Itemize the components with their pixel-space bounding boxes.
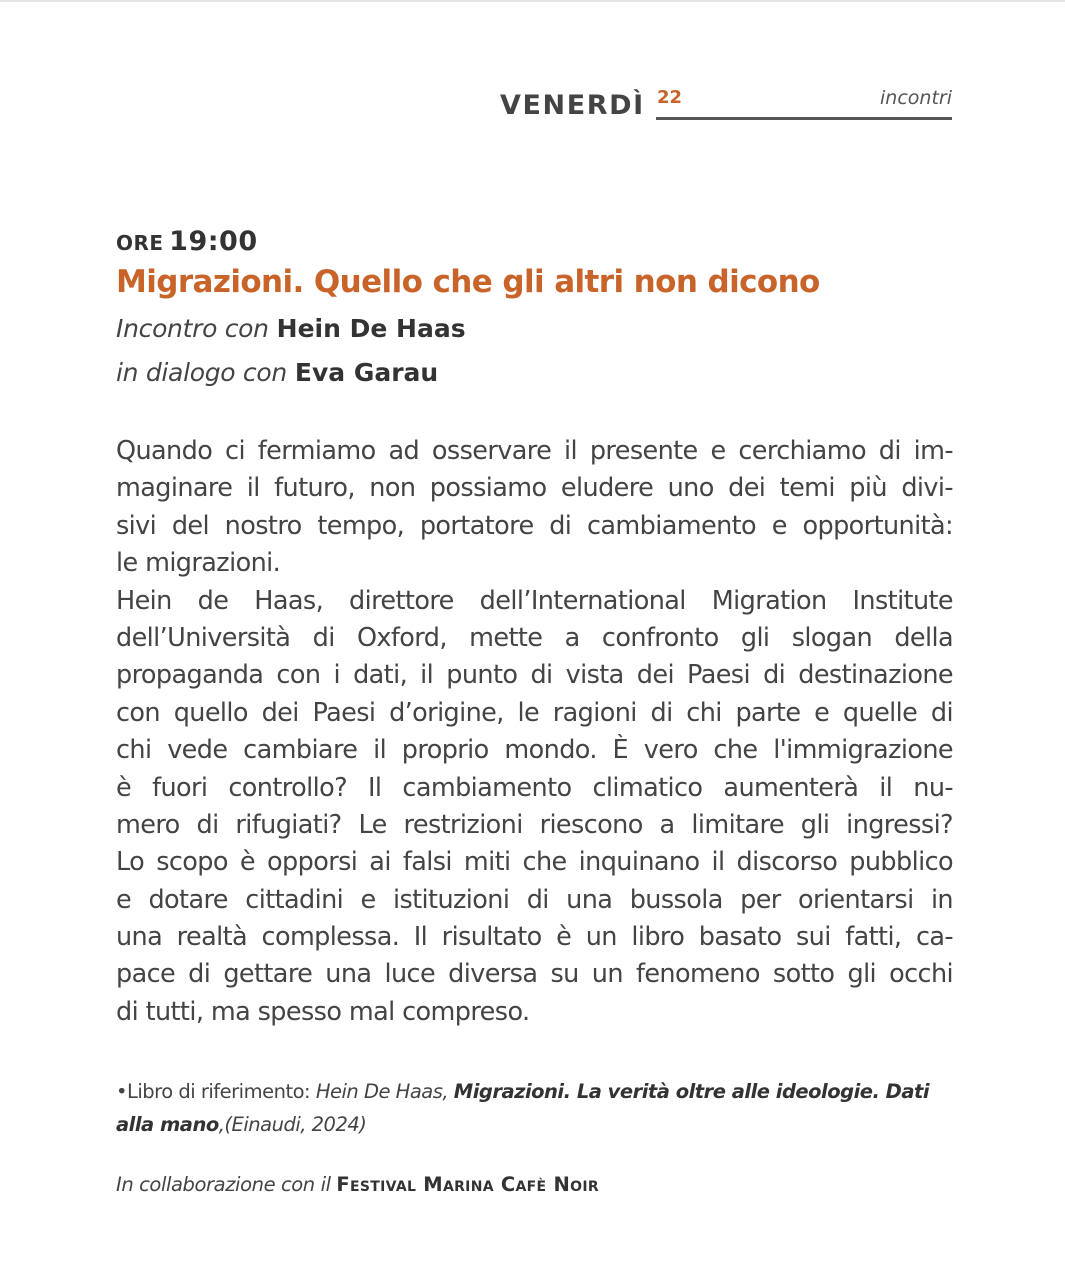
credit-person: Eva Garau [294, 358, 439, 387]
description-line: è fuori controllo? Il cambiamento climatico aumenterà il nu- [116, 772, 953, 803]
credit-speaker [116, 314, 466, 343]
description-line: una realtà complessa. Il risultato è un libro basato sui fatti, ca- [116, 922, 953, 953]
time-value: 19:00 [169, 226, 258, 257]
reference-label: •Libro di riferimento: [116, 1080, 316, 1103]
collaboration-note [116, 1173, 599, 1196]
page-header [500, 84, 952, 124]
section-label: incontri [880, 87, 952, 109]
event-title: Migrazioni. Quello che gli altri non dicono [116, 264, 820, 300]
description-line: propaganda con i dati, il punto di vista dei Paesi di destinazione [116, 660, 953, 691]
time-prefix: ORE [116, 231, 164, 255]
description-line: sivi del nostro tempo, portatore di cambiamento e opportunità: [116, 510, 953, 541]
description-line: Hein de Haas, direttore dell’International Migration Institute [116, 585, 953, 616]
description-line: mero di rifugiati? Le restrizioni riescono a limitare gli ingressi? [116, 809, 953, 840]
credit-person: Hein De Haas [276, 314, 466, 343]
reference-title: Migrazioni. La verità oltre alle ideologie. Dati alla mano [116, 1080, 930, 1136]
description-line: maginare il futuro, non possiamo eludere uno dei temi più divi- [116, 473, 953, 504]
description-line: Lo scopo è opporsi ai falsi miti che inquinano il discorso pubblico [116, 847, 953, 878]
description-line: le migrazioni. [116, 548, 281, 579]
credit-moderator [116, 358, 438, 387]
description-line: pace di gettare una luce diversa su un fenomeno sotto gli occhi [116, 959, 953, 990]
description-line: Quando ci fermiamo ad osservare il presente e cerchiamo di im- [116, 436, 953, 466]
reference-book [116, 1075, 953, 1141]
collaboration-partner: Festival Marina Cafè Noir [336, 1173, 599, 1196]
credit-role: Incontro con [116, 314, 269, 343]
reference-publisher: ,(Einaudi, 2024) [218, 1113, 367, 1136]
top-border [0, 0, 1065, 2]
description-line: dell’Università di Oxford, mette a confronto gli slogan della [116, 622, 953, 653]
description-line: con quello dei Paesi d’origine, le ragioni di chi parte e quelle di [116, 697, 953, 728]
day-name: VENERDÌ [500, 90, 645, 121]
event-description [116, 433, 953, 1031]
collaboration-prefix: In collaborazione con il [116, 1173, 337, 1196]
reference-author: Hein De Haas, [315, 1080, 449, 1103]
day-number: 22 [657, 87, 683, 108]
description-line: chi vede cambiare il proprio mondo. È vero che l'immigrazione [116, 735, 953, 766]
credit-role: in dialogo con [116, 358, 287, 387]
header-divider [656, 117, 952, 120]
description-line: di tutti, ma spesso mal compreso. [116, 996, 530, 1027]
event-time [116, 226, 258, 257]
description-line: e dotare cittadini e istituzioni di una bussola per orientarsi in [116, 884, 953, 915]
